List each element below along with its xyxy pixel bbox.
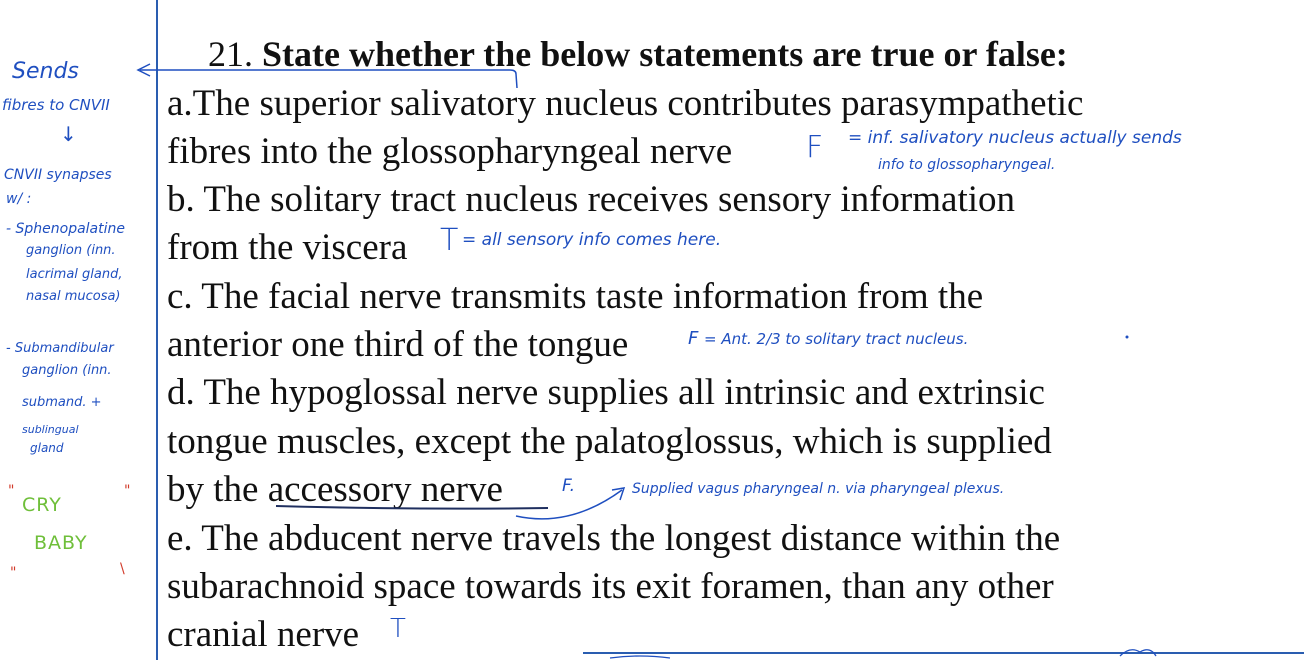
curved-arrow-icon xyxy=(516,490,622,519)
statement-a-line-2: fibres into the glossopharyngeal nerve xyxy=(167,131,733,172)
question-heading: State whether the below statements are true or false: xyxy=(262,34,1068,74)
answer-b-mark: T xyxy=(440,223,459,258)
margin-pterygopalatine-1: - Sphenopalatine xyxy=(6,221,125,237)
statement-b-line-1: b. The solitary tract nucleus receives sensory information xyxy=(167,179,1016,220)
answer-a-mark: F xyxy=(806,130,824,165)
margin-fibres: fibres to CNVII xyxy=(2,96,110,114)
margin-submandibular-4: sublingual xyxy=(22,423,79,436)
margin-synapses: CNVII synapses xyxy=(4,167,112,183)
margin-pterygopalatine-3: lacrimal gland, xyxy=(26,267,123,282)
statement-c-line-1: c. The facial nerve transmits taste information from the xyxy=(167,276,984,317)
ink-dot xyxy=(1126,336,1129,339)
statement-e-line-3: cranial nerve xyxy=(167,614,360,655)
margin-submandibular-2: ganglion (inn. xyxy=(22,363,112,378)
statement-e-line-1: e. The abducent nerve travels the longest distance within the xyxy=(167,518,1061,559)
statement-d-line-2: tongue muscles, except the palatoglossus, which is supplied xyxy=(167,421,1052,462)
margin-pterygopalatine-2: ganglion (inn. xyxy=(26,243,116,258)
quote-mark-icon: \ xyxy=(120,561,125,577)
answer-c-note: = Ant. 2/3 to solitary tract nucleus. xyxy=(704,330,969,348)
accessory-underline xyxy=(276,506,548,509)
margin-down-arrow-icon: ↓ xyxy=(60,122,77,146)
statement-e-line-2: subarachnoid space towards its exit foramen, than any other xyxy=(167,566,1054,607)
margin-submandibular-3: submand. + xyxy=(22,395,102,410)
statement-c-line-2: anterior one third of the tongue xyxy=(167,324,629,365)
quote-mark-icon: " xyxy=(10,565,17,581)
margin-cry: CRY xyxy=(22,494,62,516)
answer-a-note-1: = inf. salivatory nucleus actually sends xyxy=(848,128,1182,148)
margin-submandibular-1: - Submandibular xyxy=(6,341,114,356)
answer-d-note: Supplied vagus pharyngeal n. via pharyngeal plexus. xyxy=(632,481,1005,497)
margin-pterygopalatine-4: nasal mucosa) xyxy=(26,289,121,304)
answer-b-note: = all sensory info comes here. xyxy=(462,230,722,250)
answer-a-note-2: info to glossopharyngeal. xyxy=(878,157,1056,173)
margin-baby: BABY xyxy=(34,532,88,554)
answer-d-mark: F. xyxy=(562,476,575,496)
quote-mark-icon: " xyxy=(8,483,15,499)
statement-a-line-1: a.The superior salivatory nucleus contributes parasympathetic xyxy=(167,83,1084,124)
statement-d-line-1: d. The hypoglossal nerve supplies all intrinsic and extrinsic xyxy=(167,372,1045,413)
accessory-nerve-underlined: accessory nerve xyxy=(267,469,503,510)
ink-scribble xyxy=(610,650,1156,658)
answer-c-mark: F xyxy=(688,328,699,349)
statement-b-line-2: from the viscera xyxy=(167,227,408,268)
margin-sends: Sends xyxy=(12,59,79,84)
connector-line xyxy=(140,70,517,88)
quote-mark-icon: " xyxy=(124,483,131,499)
answer-e-mark: T xyxy=(390,614,406,644)
statement-d-prefix: by the xyxy=(167,469,259,510)
question-number: 21. xyxy=(208,34,253,74)
margin-with: w/ : xyxy=(6,191,32,207)
margin-submandibular-5: gland xyxy=(30,441,64,455)
